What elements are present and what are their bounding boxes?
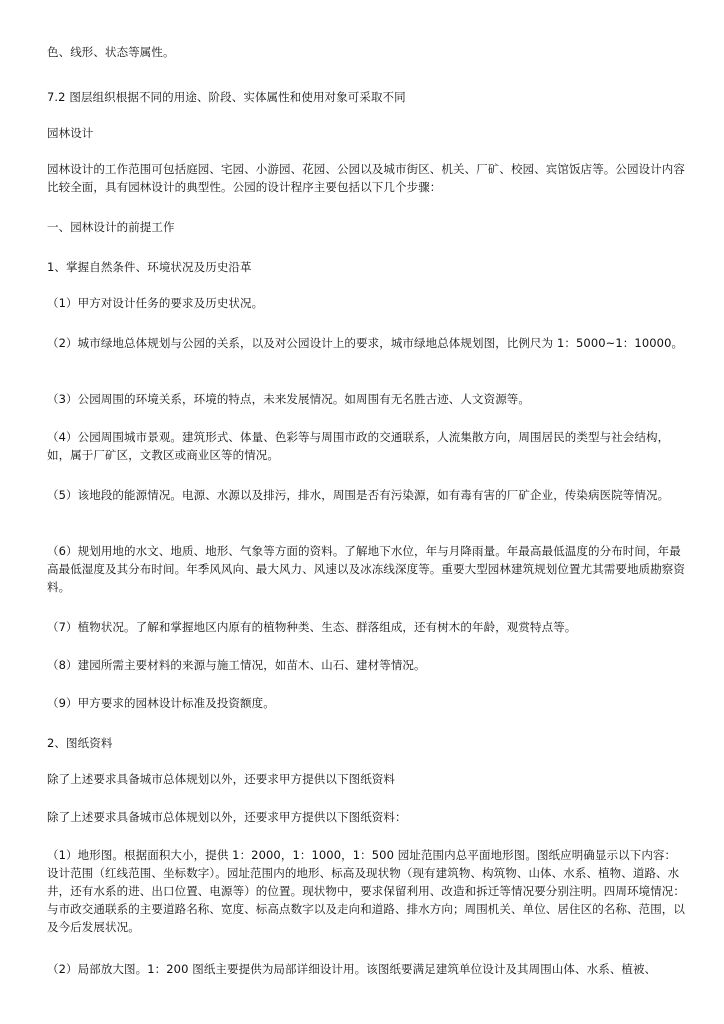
list-item-4: （4）公园周围城市景观。建筑形式、体量、色彩等与周围市政的交通联系，人流集散方向，周围居民的类型与社会结构，如，属于厂矿区，文教区或商业区等的情况。: [47, 430, 670, 462]
list-item-9: （9）甲方要求的园林设计标准及投资额度。: [47, 696, 275, 710]
heading-garden-design: 园林设计: [47, 126, 94, 140]
list-item-2: （2）城市绿地总体规划与公园的关系，以及对公园设计上的要求，城市绿地总体规划图，比例尺为 1：5000~1：10000。: [47, 336, 684, 350]
drawing-item-2: （2）局部放大图。1：200 图纸主要提供为局部详细设计用。该图纸要满足建筑单位设计及其周围山体、水系、植被、: [47, 962, 657, 976]
list-item-5: （5）该地段的能源情况。电源、水源以及排污，排水，周围是否有污染源，如有毒有害的厂矿企业，传染病医院等情况。: [47, 488, 670, 502]
section-heading-7-2: 7.2 图层组织根据不同的用途、阶段、实体属性和使用对象可采取不同: [47, 90, 406, 104]
list-item-1: （1）甲方对设计任务的要求及历史状况。: [47, 296, 264, 310]
intro-paragraph: 园林设计的工作范围可包括庭园、宅园、小游园、花园、公园以及城市街区、机关、厂矿、校园、宾馆饭店等。公园设计内容比较全面，具有园林设计的典型性。公园的设计程序主要包括以下几个步骤：: [47, 162, 685, 194]
heading-prerequisite-work: 一、园林设计的前提工作: [47, 220, 175, 234]
heading-natural-conditions: 1、掌握自然条件、环境状况及历史沿革: [47, 260, 252, 274]
list-item-6: （6）规划用地的水文、地质、地形、气象等方面的资料。了解地下水位，年与月降雨量。年最高最低温度的分布时间，年最高最低湿度及其分布时间。年季风风向、最大风力、风速以及冰冻线深度等。重要大型园林建筑规划位置尤其需要地质勘察资料。: [47, 544, 685, 594]
drawing-requirement-1: 除了上述要求具备城市总体规划以外，还要求甲方提供以下图纸资料: [47, 772, 395, 786]
list-item-7: （7）植物状况。了解和掌握地区内原有的植物种类、生态、群落组成，还有树木的年龄，观赏特点等。: [47, 620, 577, 634]
drawing-item-1: （1）地形图。根据面积大小，提供 1：2000，1：1000，1：500 园址范围内总平面地形图。图纸应明确显示以下内容：设计范围（红线范围、坐标数字）。园址范围内的地形、标高及现状物（现有建筑物、构筑物、山体、水系、植物、道路、水井，还有水系的进、出口位置、电源等）的位置。现状物中，要求保留利用、改造和拆迁等情况要分别注明。四周环境情况：与市政交通联系的主要道路名称、宽度、标高点数字以及走向和道路、排水方向；周围机关、单位、居住区的名称、范围，以及今后发展状况。: [47, 848, 685, 934]
heading-drawing-materials: 2、图纸资料: [47, 736, 113, 750]
list-item-3: （3）公园周围的环境关系，环境的特点，未来发展情况。如周围有无名胜古迹、人文资源等。: [47, 392, 531, 406]
paragraph-0: 色、线形、状态等属性。: [47, 45, 175, 59]
drawing-requirement-2: 除了上述要求具备城市总体规划以外，还要求甲方提供以下图纸资料：: [47, 810, 407, 824]
list-item-8: （8）建园所需主要材料的来源与施工情况，如苗木、山石、建材等情况。: [47, 658, 426, 672]
